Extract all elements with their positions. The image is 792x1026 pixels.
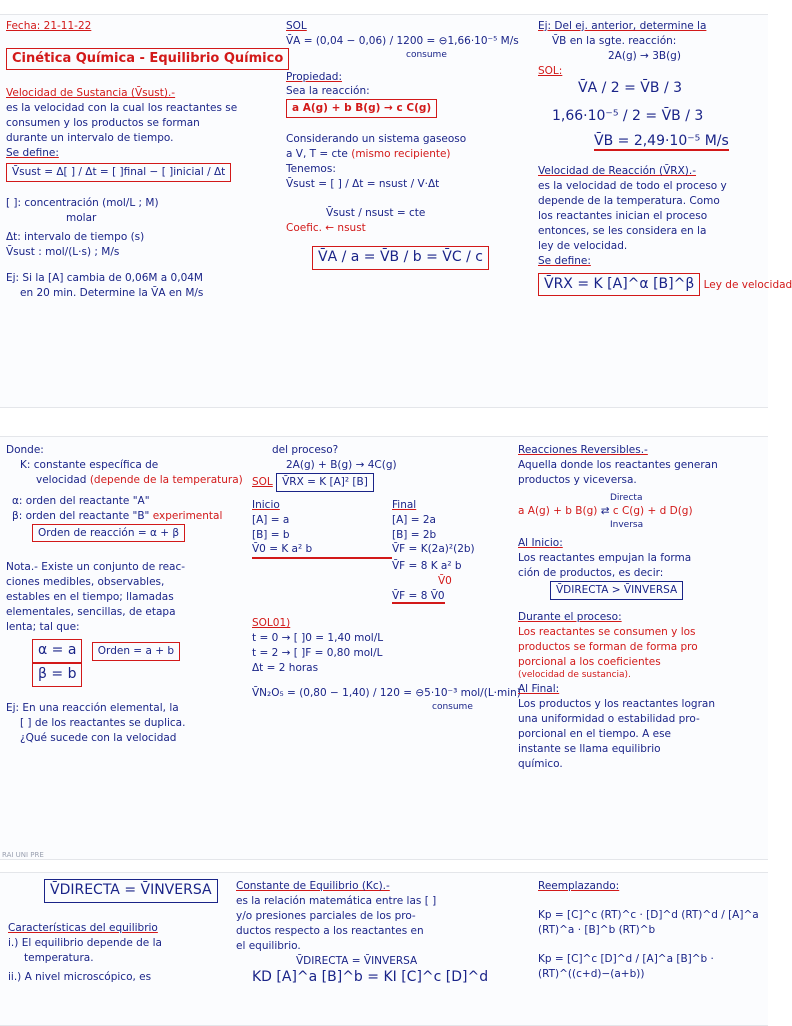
solution-1-label: SOL bbox=[286, 20, 307, 32]
kp-equation-2: Kp = [C]^c [D]^d / [A]^a [B]^b · (RT)^((c+d)−(a+b)) bbox=[538, 952, 714, 980]
k-def: K: constante específica de bbox=[20, 458, 159, 471]
kp-equation-1: Kp = [C]^c (RT)^c · [D]^d (RT)^d / [A]^a (RT)^a · [B]^b (RT)^b bbox=[538, 908, 759, 936]
example-3-line-3: ¿Qué sucede con la velocidad bbox=[20, 731, 177, 744]
kc-text-0: es la relación matemática entre las [ ] bbox=[236, 894, 437, 907]
kc-text-1: y/o presiones parciales de los pro- bbox=[236, 909, 416, 922]
kc-text-3: el equilibrio. bbox=[236, 939, 301, 952]
sea-reaccion-label: Sea la reacción: bbox=[286, 85, 370, 98]
orden-box: Orden de reacción = α + β bbox=[32, 524, 185, 543]
notes-column-left-1 bbox=[6, 19, 289, 301]
final-0: [A] = 2a bbox=[392, 513, 436, 526]
kc-heading: Constante de Equilibrio (Kc).- bbox=[236, 880, 390, 892]
notes-column-middle-3 bbox=[236, 879, 488, 988]
solution-1-formula: V̄A = (0,04 − 0,06) / 1200 = ⊖1,66·10⁻⁵ M/s bbox=[286, 34, 519, 47]
al-inicio-label: Al Inicio: bbox=[518, 537, 563, 550]
example-1-line-1: Ej: Si la [A] cambia de 0,06M a 0,04M bbox=[6, 272, 203, 285]
final-3: V̄F = 8 K a² b bbox=[392, 560, 462, 573]
example-2-reaction: 2A(g) → 3B(g) bbox=[608, 49, 681, 62]
notes-panel-2 bbox=[0, 436, 768, 860]
nota-4: lenta; tal que: bbox=[6, 621, 80, 634]
solution-2-step-1: V̄A / 2 = V̄B / 3 bbox=[578, 79, 683, 96]
ley-label: Ley de velocidad bbox=[703, 278, 792, 291]
nota-3: elementales, sencillas, de etapa bbox=[6, 606, 176, 619]
propiedad-label: Propiedad: bbox=[286, 70, 343, 83]
final-text-3: instante se llama equilibrio bbox=[518, 742, 661, 755]
equilibrium-box: V̄DIRECTA = V̄INVERSA bbox=[44, 879, 218, 903]
vsust-formula: V̄sust = Δ[ ] / Δt = [ ]final − [ ]inicial / Δt bbox=[6, 163, 231, 182]
durante-note: (velocidad de sustancia). bbox=[518, 670, 631, 681]
delta-t-def: Δt: intervalo de tiempo (s) bbox=[6, 230, 145, 243]
inicio-0: [A] = a bbox=[252, 513, 290, 526]
durante-label: Durante el proceso: bbox=[518, 610, 622, 623]
solution-2-step-2: 1,66·10⁻⁵ / 2 = V̄B / 3 bbox=[552, 107, 704, 124]
inversa-label: Inversa bbox=[610, 520, 644, 531]
final-box: V̄F = 8 V̄0 bbox=[392, 590, 445, 603]
example-3-line-2: [ ] de los reactantes se duplica. bbox=[20, 716, 186, 729]
final-label: Final bbox=[392, 498, 417, 511]
notes-column-right-2: Reacciones Reversibles.- Aquella donde los reactantes generan productos y viceversa. Directa a A(g) + b B(g) ⇄ c C(g) + d D(g) Inversa Al Inicio: Los reactantes empujan la forma ción de productos, es decir: V̄DIRECTA > V̄INVERSA Durante el proceso: Los reactantes se consumen y los productos se forman de forma pro porcional a los coeficientes (velocidad de sustancia). Al Final: Los productos y los reactantes logran una uniformidad o estabilidad pro- porcional en el tiempo. A ese instante se llama equilibrio químico. bbox=[518, 444, 718, 770]
del-proceso-label: del proceso? bbox=[272, 444, 339, 456]
consume-2-label: consume bbox=[432, 701, 473, 712]
directa-label: Directa bbox=[610, 492, 643, 503]
k-note: (depende de la temperatura) bbox=[89, 473, 243, 486]
final-text-0: Los productos y los reactantes logran bbox=[518, 698, 715, 711]
rev-reaction-right: c C(g) + d D(g) bbox=[612, 505, 693, 518]
vn2o5-formula: V̄N₂O₅ = (0,80 − 1,40) / 120 = ⊖5·10⁻³ mol/(L·min) bbox=[252, 686, 521, 699]
notes-column-middle-2 bbox=[252, 443, 521, 713]
t2-line: t = 2 → [ ]F = 0,80 mol/L bbox=[252, 646, 383, 659]
vel-sust-def-1: consumen y los productos se forman bbox=[6, 117, 200, 130]
concentration-molar: molar bbox=[66, 211, 97, 224]
experimental-label: experimental bbox=[152, 509, 223, 522]
solution-3-label: SOL bbox=[252, 475, 273, 488]
example-1-line-2: en 20 min. Determine la V̄A en M/s bbox=[20, 287, 204, 300]
notes-panel-3 bbox=[0, 872, 768, 1026]
notes-column-right-3 bbox=[538, 879, 762, 982]
vel-sust-def-2: durante un intervalo de tiempo. bbox=[6, 132, 174, 145]
vrx-text-0: es la velocidad de todo el proceso y bbox=[538, 180, 727, 193]
example-2-line-2: V̄B en la sgte. reacción: bbox=[552, 34, 677, 47]
considerando-note: (mismo recipiente) bbox=[351, 148, 451, 161]
inicio-box: V̄DIRECTA > V̄INVERSA bbox=[550, 581, 683, 600]
inicio-label: Inicio bbox=[252, 498, 280, 511]
final-text-1: una uniformidad o estabilidad pro- bbox=[518, 712, 700, 725]
reaction-box: a A(g) + b B(g) → c C(g) bbox=[286, 99, 437, 118]
solution-1-note: consume bbox=[406, 49, 447, 60]
tenemos-label: Tenemos: bbox=[286, 163, 336, 176]
vrx-text-4: ley de velocidad. bbox=[538, 239, 628, 252]
vrx-text-1: depende de la temperatura. Como bbox=[538, 195, 720, 208]
rev-reaction-left: a A(g) + b B(g) bbox=[518, 505, 598, 518]
vrx-text-3: entonces, se les considera en la bbox=[538, 224, 707, 237]
nota-0: Nota.- Existe un conjunto de reac- bbox=[6, 561, 186, 574]
durante-text-2: porcional a los coeficientes bbox=[518, 655, 661, 668]
velocity-equality: V̄DIRECTA = V̄INVERSA bbox=[296, 954, 418, 967]
date-label: Fecha: 21-11-22 bbox=[6, 20, 92, 32]
concentration-def: [ ]: concentración (mol/L ; M) bbox=[6, 196, 159, 209]
rev-heading: Reacciones Reversibles.- bbox=[518, 444, 648, 456]
final-text-2: porcional en el tiempo. A ese bbox=[518, 727, 672, 740]
inicio-text-1: ción de productos, es decir: bbox=[518, 566, 664, 579]
v0-label: V̄0 bbox=[438, 575, 452, 588]
nota-1: ciones medibles, observables, bbox=[6, 576, 165, 589]
considerando-line-2: a V, T = cte bbox=[286, 148, 348, 161]
durante-text-0: Los reactantes se consumen y los bbox=[518, 625, 696, 638]
solution-3-box: V̄RX = K [A]² [B] bbox=[276, 473, 374, 492]
ratio-box: V̄A / a = V̄B / b = V̄C / c bbox=[312, 246, 489, 270]
caracteristica-1-line-1: i.) El equilibrio depende de la bbox=[8, 936, 162, 949]
vrx-formula: V̄RX = K [A]^α [B]^β bbox=[538, 273, 700, 297]
nota-2: estables en el tiempo; llamadas bbox=[6, 591, 174, 604]
notes-column-right-1 bbox=[538, 19, 792, 296]
t0-line: t = 0 → [ ]0 = 1,40 mol/L bbox=[252, 631, 384, 644]
orden-eq-box: Orden = a + b bbox=[92, 642, 180, 661]
caracteristicas-heading: Características del equilibrio bbox=[8, 921, 158, 934]
considerando-line-1: Considerando un sistema gaseoso bbox=[286, 133, 467, 146]
inicio-1: [B] = b bbox=[252, 528, 290, 541]
donde-label: Donde: bbox=[6, 444, 44, 456]
solution-2-label: SOL: bbox=[538, 64, 563, 77]
dt-line: Δt = 2 horas bbox=[252, 661, 319, 674]
final-2: V̄F = K(2a)²(2b) bbox=[392, 543, 475, 556]
vel-sust-def-0: es la velocidad con la cual los reactantes se bbox=[6, 102, 238, 115]
caracteristica-2-line-1: ii.) A nivel microscópico, es bbox=[8, 970, 152, 983]
alpha-eq-box: α = a bbox=[32, 639, 82, 663]
final-1: [B] = 2b bbox=[392, 528, 437, 541]
watermark: RAI UNI PRE bbox=[2, 851, 44, 859]
se-define-label: Se define: bbox=[6, 146, 59, 159]
k-def-2: velocidad bbox=[36, 473, 87, 486]
beta-eq-box: β = b bbox=[32, 663, 82, 687]
vel-sust-heading: Velocidad de Sustancia (V̄sust).- bbox=[6, 87, 176, 100]
inicio-text-0: Los reactantes empujan la forma bbox=[518, 552, 692, 565]
ratio-formula: V̄sust / nsust = cte bbox=[326, 206, 426, 219]
page-title: Cinética Química - Equilibrio Químico bbox=[6, 48, 289, 70]
notes-column-left-2 bbox=[6, 443, 243, 745]
beta-def: β: orden del reactante "B" bbox=[12, 509, 150, 522]
notes-column-middle-1 bbox=[286, 19, 519, 270]
inicio-2: V̄0 = K a² b bbox=[252, 542, 392, 559]
al-final-label: Al Final: bbox=[518, 683, 560, 696]
reemplazando-label: Reemplazando: bbox=[538, 880, 620, 892]
alpha-def: α: orden del reactante "A" bbox=[12, 494, 150, 507]
example-2-line-1: Ej: Del ej. anterior, determine la bbox=[538, 20, 707, 32]
notes-column-left-3 bbox=[8, 879, 218, 985]
vrx-text-2: los reactantes inician el proceso bbox=[538, 209, 708, 222]
rev-text-0: Aquella donde los reactantes generan bbox=[518, 458, 718, 471]
rev-text-1: productos y viceversa. bbox=[518, 473, 637, 486]
vsust-units: V̄sust : mol/(L·s) ; M/s bbox=[6, 245, 120, 258]
durante-text-1: productos se forman de forma pro bbox=[518, 640, 698, 653]
coefic-label: Coefic. ← nsust bbox=[286, 221, 366, 234]
tenemos-formula: V̄sust = [ ] / Δt = nsust / V·Δt bbox=[286, 178, 440, 191]
final-text-4: químico. bbox=[518, 757, 563, 770]
sol01-label: SOL01) bbox=[252, 617, 291, 630]
caracteristica-1-line-2: temperatura. bbox=[24, 951, 94, 964]
reaction-3: 2A(g) + B(g) → 4C(g) bbox=[286, 458, 397, 471]
example-3-line-1: Ej: En una reacción elemental, la bbox=[6, 701, 179, 714]
vrx-heading: Velocidad de Reacción (V̄RX).- bbox=[538, 165, 697, 178]
kc-text-2: ductos respecto a los reactantes en bbox=[236, 924, 424, 937]
kd-equation: KD [A]^a [B]^b = KI [C]^c [D]^d bbox=[252, 969, 489, 986]
notes-panel-1 bbox=[0, 14, 792, 408]
se-define-2-label: Se define: bbox=[538, 254, 591, 267]
solution-2-result: V̄B = 2,49·10⁻⁵ M/s bbox=[594, 133, 729, 150]
